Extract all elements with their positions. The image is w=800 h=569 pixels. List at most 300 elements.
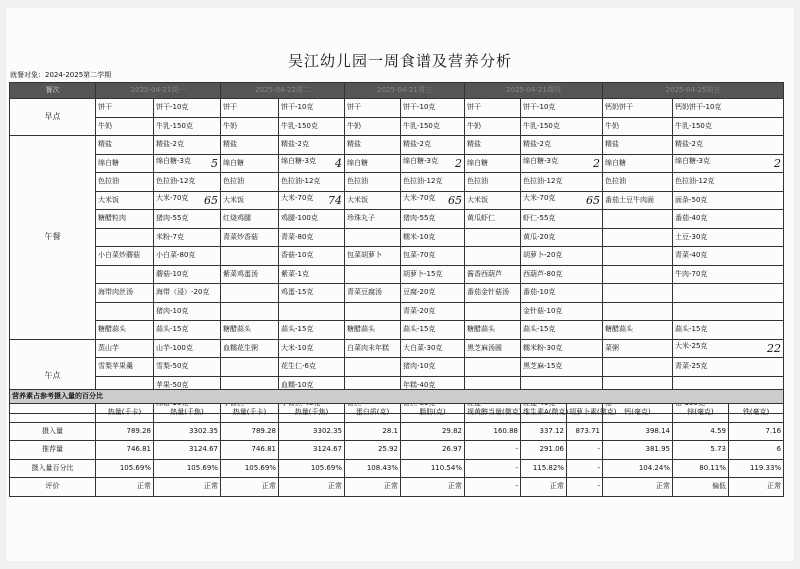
menu-table	[9, 82, 784, 414]
dish-name: 糖醋蒜头	[465, 321, 521, 340]
nutrition-value: 789.28	[96, 422, 154, 441]
ingredient-amount	[401, 228, 465, 247]
dish-name: 酱香西葫芦	[465, 265, 521, 284]
nutrition-value: 119.33%	[729, 459, 784, 478]
ingredient-text: 豆腐-20克	[403, 288, 436, 297]
nutrition-value: 398.14	[603, 422, 673, 441]
dish-name: 色拉油	[221, 173, 279, 192]
nutrition-value: 正常	[401, 478, 465, 497]
nutrition-value: 115.82%	[521, 459, 567, 478]
nutrition-value: 746.81	[96, 441, 154, 460]
ingredient-amount	[154, 154, 221, 173]
ingredient-amount	[401, 247, 465, 266]
nutrition-value: 110.54%	[401, 459, 465, 478]
nutrition-value: -	[465, 478, 521, 497]
ingredient-text: 色拉油-12克	[403, 177, 443, 186]
ingredient-text: 牛乳-150克	[523, 121, 560, 130]
ingredient-text: 番茄-40克	[675, 214, 708, 223]
ingredient-amount	[521, 247, 603, 266]
dish-name: 大米饭	[96, 191, 154, 210]
dish-name: 牛奶	[603, 117, 673, 136]
ingredient-text: 精盐-2克	[675, 140, 703, 149]
nutrition-value: -	[567, 459, 603, 478]
dish-name: 绵白糖	[221, 154, 279, 173]
dish-name	[221, 284, 279, 303]
dish-name: 大米饭	[345, 191, 401, 210]
dish-name	[603, 302, 673, 321]
ingredient-text: 绵白糖-3克	[523, 156, 558, 165]
ingredient-amount	[673, 99, 784, 118]
nutrition-value: 3124.67	[279, 441, 345, 460]
nutrient-header	[10, 404, 96, 423]
dish-name: 糖醋蒜头	[345, 321, 401, 340]
ingredient-text: 牛肉-70克	[675, 269, 708, 278]
ingredient-amount	[521, 302, 603, 321]
nutrition-value: -	[465, 441, 521, 460]
ingredient-amount	[673, 173, 784, 192]
ingredient-amount	[673, 284, 784, 303]
dish-name: 雪梨苹果羹	[96, 358, 154, 377]
dish-name	[345, 228, 401, 247]
ingredient-text: 面条-50克	[675, 195, 708, 204]
ingredient-amount	[154, 358, 221, 377]
ingredient-text: 大米-10克	[281, 343, 314, 352]
ingredient-text: 绵白糖-3克	[281, 156, 316, 165]
ingredient-amount	[521, 228, 603, 247]
dish-name: 小白菜炒蘑菇	[96, 247, 154, 266]
nutrition-value: 正常	[154, 478, 221, 497]
ingredient-amount	[401, 321, 465, 340]
ingredient-text: 紫菜-1克	[281, 269, 309, 278]
menu-row	[10, 302, 784, 321]
nutrition-value: 80.11%	[673, 459, 729, 478]
nutrient-header: 锌(毫克)	[673, 404, 729, 423]
dish-name	[465, 302, 521, 321]
nutrition-value: 偏低	[673, 478, 729, 497]
dish-name: 色拉油	[345, 173, 401, 192]
meal-label: 早点	[10, 99, 96, 136]
ingredient-amount	[673, 321, 784, 340]
ingredient-amount	[154, 99, 221, 118]
menu-row	[10, 99, 784, 118]
ingredient-text: 包菜-70克	[403, 251, 436, 260]
ingredient-amount	[154, 173, 221, 192]
ingredient-text: 青菜-80克	[281, 232, 314, 241]
nutrient-header: 热量(千焦)	[279, 404, 345, 423]
ingredient-text: 大米-70克	[403, 193, 436, 202]
dish-name: 菜粥	[603, 339, 673, 358]
ingredient-text: 鸡腿-100克	[281, 214, 318, 223]
menu-row	[10, 191, 784, 210]
dish-name	[603, 358, 673, 377]
ingredient-amount	[521, 210, 603, 229]
menu-row	[10, 154, 784, 173]
ingredient-amount	[673, 265, 784, 284]
menu-row	[10, 265, 784, 284]
nutrition-value: 正常	[729, 478, 784, 497]
dish-name: 饼干	[345, 99, 401, 118]
ingredient-text: 猪肉-10克	[156, 306, 189, 315]
ingredient-amount	[279, 117, 345, 136]
nutrition-value: 26.97	[401, 441, 465, 460]
ingredient-text: 海带（浸）-20克	[156, 288, 210, 297]
nutrition-row	[10, 478, 784, 497]
ingredient-text: 大米-70克	[523, 193, 556, 202]
dish-name	[465, 228, 521, 247]
ingredient-text: 绵白糖-3克	[403, 156, 438, 165]
ingredient-text: 土豆-30克	[675, 232, 708, 241]
ingredient-text: 糯米-10克	[403, 232, 436, 241]
menu-row	[10, 321, 784, 340]
ingredient-amount	[154, 284, 221, 303]
dish-name	[96, 302, 154, 321]
nutrient-header: 蛋白质(克)	[345, 404, 401, 423]
ingredient-amount	[154, 321, 221, 340]
ingredient-text: 精盐-2克	[156, 140, 184, 149]
ingredient-amount	[401, 302, 465, 321]
nutrition-value: -	[465, 459, 521, 478]
meal-label: 午点	[10, 339, 96, 413]
ingredient-text: 牛乳-150克	[675, 121, 712, 130]
ingredient-text: 胡萝卜-20克	[523, 251, 563, 260]
ingredient-text: 色拉油-12克	[523, 177, 563, 186]
nutrient-header: 热量(千焦)	[154, 404, 221, 423]
ingredient-amount	[673, 154, 784, 173]
ingredient-text: 色拉油-12克	[281, 177, 321, 186]
menu-row	[10, 173, 784, 192]
ingredient-text: 猪肉-55克	[156, 214, 189, 223]
nutrition-section-row	[10, 390, 784, 404]
dish-name	[221, 302, 279, 321]
ingredient-amount	[279, 136, 345, 155]
ingredient-amount	[154, 210, 221, 229]
day-header: 2025-04-22周二	[221, 83, 345, 99]
nutrition-value: 29.82	[401, 422, 465, 441]
ingredient-amount	[154, 265, 221, 284]
dining-target: 就餐对象：2024-2025第二学期	[10, 71, 112, 79]
nutrition-value: 105.69%	[221, 459, 279, 478]
menu-row	[10, 228, 784, 247]
dish-name: 海带肉丝汤	[96, 284, 154, 303]
dish-name: 钙奶饼干	[603, 99, 673, 118]
ingredient-amount	[401, 99, 465, 118]
ingredient-text: 大米-70克	[156, 193, 189, 202]
nutrition-value: 4.59	[673, 422, 729, 441]
ingredient-text: 绵白糖-3克	[675, 156, 710, 165]
nutrition-value: 789.28	[221, 422, 279, 441]
ingredient-text: 蒜头-15克	[675, 325, 708, 334]
nutrition-value: 104.24%	[603, 459, 673, 478]
ingredient-amount	[154, 247, 221, 266]
ingredient-amount	[521, 265, 603, 284]
day-header: 2025-04-21周一	[96, 83, 221, 99]
ingredient-text: 青菜-20克	[403, 306, 436, 315]
ingredient-text: 青菜-25克	[675, 362, 708, 371]
ingredient-text: 大米-70克	[281, 193, 314, 202]
nutrition-value: 正常	[221, 478, 279, 497]
dish-name: 色拉油	[603, 173, 673, 192]
ingredient-text: 饼干-10克	[523, 103, 556, 112]
ingredient-amount	[521, 136, 603, 155]
dish-name: 精盐	[465, 136, 521, 155]
day-header: 2025-04-21周四	[465, 83, 603, 99]
ingredient-text: 饼干-10克	[281, 103, 314, 112]
ingredient-amount	[673, 191, 784, 210]
ingredient-text: 胡萝卜-15克	[403, 269, 443, 278]
nutrition-row-label: 推荐量	[10, 441, 96, 460]
nutrition-row-label: 摄入量百分比	[10, 459, 96, 478]
ingredient-amount	[279, 358, 345, 377]
handwritten-note: 2	[455, 156, 462, 170]
dish-name: 饼干	[96, 99, 154, 118]
ingredient-text: 牛乳-150克	[403, 121, 440, 130]
nutrition-row	[10, 422, 784, 441]
ingredient-text: 饼干-10克	[403, 103, 436, 112]
dish-name: 包菜胡萝卜	[345, 247, 401, 266]
nutrition-value: -	[567, 441, 603, 460]
dish-name: 白菜肉末年糕	[345, 339, 401, 358]
menu-header-row	[10, 83, 784, 99]
ingredient-text: 猪肉-55克	[403, 214, 436, 223]
dish-name: 精盐	[221, 136, 279, 155]
day-header: 2025-04-25周五	[603, 83, 784, 99]
ingredient-text: 苹果-50克	[156, 380, 189, 389]
dish-name	[465, 358, 521, 377]
ingredient-text: 香菇-10克	[281, 251, 314, 260]
meal-label: 午餐	[10, 136, 96, 340]
nutrition-value: 6	[729, 441, 784, 460]
ingredient-text: 精盐-2克	[281, 140, 309, 149]
ingredient-amount	[279, 321, 345, 340]
ingredient-amount	[521, 358, 603, 377]
ingredient-text: 蘑菇-10克	[156, 269, 189, 278]
handwritten-note: 74	[328, 193, 342, 207]
ingredient-amount	[673, 358, 784, 377]
dish-name: 黑芝麻汤圆	[465, 339, 521, 358]
ingredient-amount	[401, 265, 465, 284]
menu-row	[10, 284, 784, 303]
handwritten-note: 65	[448, 193, 462, 207]
ingredient-amount	[279, 99, 345, 118]
dish-name: 精盐	[96, 136, 154, 155]
ingredient-amount	[154, 302, 221, 321]
ingredient-amount	[673, 228, 784, 247]
nutrient-header: 钙(毫克)	[603, 404, 673, 423]
nutrition-value: 160.88	[465, 422, 521, 441]
dish-name	[465, 247, 521, 266]
ingredient-text: 牛乳-150克	[156, 121, 193, 130]
ingredient-amount	[279, 302, 345, 321]
ingredient-text: 精盐-2克	[403, 140, 431, 149]
nutrient-header: 热量(千卡)	[221, 404, 279, 423]
ingredient-amount	[521, 284, 603, 303]
dish-name	[345, 265, 401, 284]
ingredient-text: 黄瓜-20克	[523, 232, 556, 241]
ingredient-text: 大米-25克	[675, 341, 708, 350]
ingredient-text: 青菜-40克	[675, 251, 708, 260]
nutrition-value: 3124.67	[154, 441, 221, 460]
ingredient-amount	[521, 154, 603, 173]
dish-name	[96, 228, 154, 247]
ingredient-text: 大白菜-30克	[403, 343, 443, 352]
ingredient-amount	[673, 302, 784, 321]
ingredient-amount	[279, 154, 345, 173]
ingredient-text: 精盐-2克	[523, 140, 551, 149]
dish-name: 番茄土豆牛肉面	[603, 191, 673, 210]
dish-name: 蒸山芋	[96, 339, 154, 358]
nutrition-value: 正常	[345, 478, 401, 497]
ingredient-amount	[521, 173, 603, 192]
nutrient-header: 维生素A(微克)	[521, 404, 567, 423]
ingredient-text: 绵白糖-3克	[156, 156, 191, 165]
nutrition-table	[9, 389, 784, 497]
ingredient-text: 蒜头-15克	[156, 325, 189, 334]
ingredient-amount	[673, 247, 784, 266]
ingredient-amount	[279, 247, 345, 266]
dish-name: 青菜炒香菇	[221, 228, 279, 247]
nutrient-header: 视黄醇当量(微克)	[465, 404, 521, 423]
handwritten-note: 65	[204, 193, 218, 207]
ingredient-amount	[673, 117, 784, 136]
dish-name: 精盐	[345, 136, 401, 155]
nutrition-value: 108.43%	[345, 459, 401, 478]
nutrition-value: 337.12	[521, 422, 567, 441]
handwritten-note: 4	[335, 156, 342, 170]
ingredient-amount	[154, 228, 221, 247]
ingredient-amount	[154, 136, 221, 155]
nutrient-header: 胡萝卜素(微克)	[567, 404, 603, 423]
dish-name: 血糯花生粥	[221, 339, 279, 358]
nutrition-value: 746.81	[221, 441, 279, 460]
menu-row	[10, 136, 784, 155]
dish-name	[603, 265, 673, 284]
dish-name: 色拉油	[96, 173, 154, 192]
dish-name: 大米饭	[465, 191, 521, 210]
menu-row	[10, 247, 784, 266]
handwritten-note: 5	[211, 156, 218, 170]
ingredient-amount	[673, 136, 784, 155]
ingredient-amount	[279, 265, 345, 284]
ingredient-text: 色拉油-12克	[675, 177, 715, 186]
dish-name: 大米饭	[221, 191, 279, 210]
menu-row	[10, 358, 784, 377]
ingredient-amount	[279, 284, 345, 303]
ingredient-text: 钙奶饼干-10克	[675, 103, 722, 112]
ingredient-text: 米粉-7克	[156, 232, 184, 241]
nutrient-header: 热量(千卡)	[96, 404, 154, 423]
ingredient-amount	[521, 321, 603, 340]
ingredient-text: 山芋-100克	[156, 343, 193, 352]
nutrition-value: 291.06	[521, 441, 567, 460]
dish-name	[603, 210, 673, 229]
nutrition-value: 5.73	[673, 441, 729, 460]
dish-name: 青菜豆腐汤	[345, 284, 401, 303]
ingredient-amount	[154, 191, 221, 210]
nutrition-value: 28.1	[345, 422, 401, 441]
ingredient-amount	[279, 173, 345, 192]
nutrient-header: 脂肪(克)	[401, 404, 465, 423]
ingredient-amount	[401, 154, 465, 173]
dish-name: 紫菜鸡蛋汤	[221, 265, 279, 284]
ingredient-amount	[279, 339, 345, 358]
dish-name: 红烧鸡腿	[221, 210, 279, 229]
nutrition-value: 381.95	[603, 441, 673, 460]
ingredient-amount	[401, 339, 465, 358]
ingredient-amount	[401, 191, 465, 210]
dish-name: 糖醋蒜头	[603, 321, 673, 340]
dish-name: 饼干	[221, 99, 279, 118]
meal-header: 餐次	[10, 83, 96, 99]
ingredient-amount	[521, 339, 603, 358]
ingredient-amount	[401, 284, 465, 303]
nutrition-value: 正常	[279, 478, 345, 497]
dish-name: 色拉油	[465, 173, 521, 192]
dish-name: 绵白糖	[96, 154, 154, 173]
dish-name: 珍珠丸子	[345, 210, 401, 229]
ingredient-text: 蒜头-15克	[281, 325, 314, 334]
dish-name	[345, 302, 401, 321]
dish-name	[96, 265, 154, 284]
ingredient-text: 色拉油-12克	[156, 177, 196, 186]
ingredient-amount	[401, 136, 465, 155]
ingredient-amount	[154, 339, 221, 358]
nutrition-value: 105.69%	[279, 459, 345, 478]
nutrition-value: 3302.35	[154, 422, 221, 441]
ingredient-text: 牛乳-150克	[281, 121, 318, 130]
nutrition-row	[10, 459, 784, 478]
ingredient-text: 猪肉-10克	[403, 362, 436, 371]
ingredient-amount	[673, 339, 784, 358]
nutrition-section-title: 营养素占参考摄入量的百分比	[10, 390, 784, 404]
dish-name: 黄瓜虾仁	[465, 210, 521, 229]
dish-name: 牛奶	[96, 117, 154, 136]
nutrition-row-label: 摄入量	[10, 422, 96, 441]
ingredient-amount	[521, 191, 603, 210]
dish-name	[603, 228, 673, 247]
ingredient-text: 黑芝麻-15克	[523, 362, 563, 371]
ingredient-text: 血糯-10克	[281, 380, 314, 389]
ingredient-text: 金针菇-10克	[523, 306, 563, 315]
nutrition-value: 105.69%	[96, 459, 154, 478]
nutrition-value: -	[567, 478, 603, 497]
dish-name: 精盐	[603, 136, 673, 155]
ingredient-amount	[401, 173, 465, 192]
ingredient-amount	[279, 210, 345, 229]
ingredient-amount	[401, 210, 465, 229]
handwritten-note: 22	[767, 341, 781, 355]
nutrition-value: 105.69%	[154, 459, 221, 478]
dish-name	[221, 247, 279, 266]
ingredient-amount	[521, 99, 603, 118]
ingredient-amount	[279, 228, 345, 247]
nutrition-value: 正常	[521, 478, 567, 497]
ingredient-text: 花生仁-6克	[281, 362, 316, 371]
dish-name	[221, 358, 279, 377]
ingredient-text: 蒜头-15克	[523, 325, 556, 334]
ingredient-text: 蒜头-15克	[403, 325, 436, 334]
menu-row	[10, 339, 784, 358]
dish-name: 糖醋粒肉	[96, 210, 154, 229]
nutrition-header-row	[10, 404, 784, 423]
day-header: 2025-04-21周三	[345, 83, 465, 99]
dish-name: 饼干	[465, 99, 521, 118]
ingredient-text: 糯米粉-30克	[523, 343, 563, 352]
ingredient-text: 饼干-10克	[156, 103, 189, 112]
ingredient-text: 雪梨-50克	[156, 362, 189, 371]
handwritten-note: 2	[593, 156, 600, 170]
dish-name	[603, 247, 673, 266]
nutrition-value: 正常	[603, 478, 673, 497]
